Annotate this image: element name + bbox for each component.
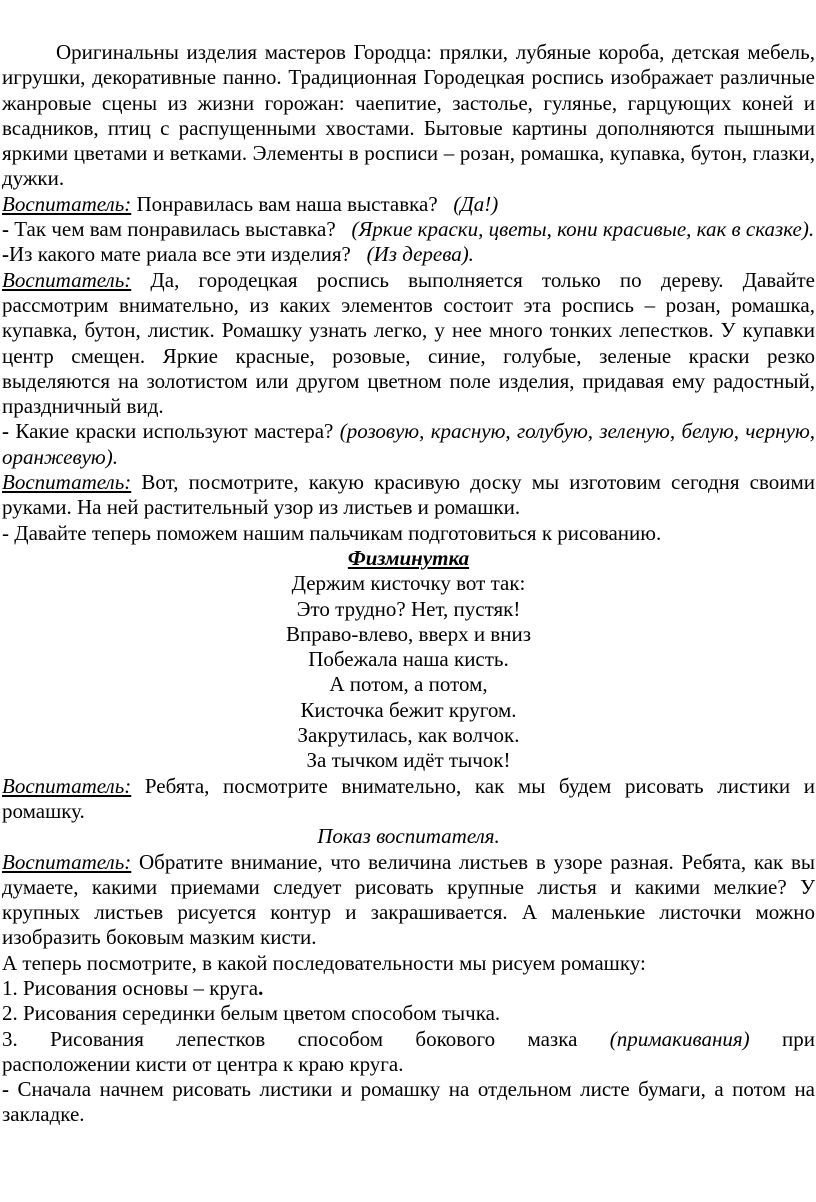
poem-line: А потом, а потом, — [329, 672, 488, 697]
step-text: 3. Рисования лепестков способом бокового мазка — [2, 1026, 578, 1051]
role-label: Воспитатель: — [2, 267, 132, 292]
step-2: 2. Рисования серединки белым цветом способом тычка. — [2, 1001, 501, 1026]
dialog-text: Ребята, посмотрите внимательно, как мы будем рисовать листики и ромашку. — [2, 773, 816, 823]
dialog-line-8 — [2, 774, 815, 825]
fizminutka-title — [2, 546, 815, 571]
dialog-line-5 — [2, 419, 815, 470]
role-label: Воспитатель: — [2, 849, 132, 874]
final-text: Сначала начнем рисовать листики и ромашку на отдельном листе бумаги, а потом на закладке. — [2, 1077, 815, 1127]
poem-line: Держим кисточку вот так: — [291, 571, 526, 596]
poem-line: Закрутилась, как волчок. — [297, 723, 520, 748]
dialog-line-4 — [2, 268, 815, 420]
role-label: Воспитатель: — [2, 191, 132, 216]
poem-line: Побежала наша кисть. — [308, 647, 509, 672]
role-label: Воспитатель: — [2, 470, 132, 495]
poem-line: Это трудно? Нет, пустяк! — [296, 596, 521, 621]
dialog-line-1 — [2, 192, 815, 217]
dialog-text: Обратите внимание, что величина листьев в узоре разная. Ребята, как вы думаете, какими приемами следует рисовать крупные листья и какими мелкие? У крупных листьев рисуется контур и закрашивается. А маленькие листочки можно изобразить боковым мазким кисти. — [2, 849, 816, 950]
step-3-line-1 — [2, 1027, 815, 1052]
dialog-text: Вот, посмотрите, какую красивую доску мы изготовим сегодня своими руками. На ней растительный узор из листьев и ромашки. — [2, 470, 815, 520]
step-tail: при — [782, 1026, 815, 1051]
dialog-line-3 — [2, 242, 815, 267]
answer-text: (розовую, красную, голубую, зеленую, белую, черную, оранжевую). — [2, 419, 816, 469]
dash-mark: - — [2, 419, 9, 444]
dialog-text: Понравилась вам наша выставка? — [136, 191, 438, 216]
demonstration-note: Показ воспитателя. — [317, 824, 500, 849]
final-line — [2, 1077, 815, 1128]
intro-paragraph: Оригинальны изделия мастеров Городца: прялки, лубяные короба, детская мебель, игрушки, декоративные панно. Традиционная Городецкая роспись изображает различные жанровые сцены из жизни горожан: чаепитие, застолье, гулянье, гарцующих коней и всадников, птиц с распущенными хвостами. Бытовые картины дополняются пышными яркими цветами и ветками. Элементы в росписи – розан, ромашка, купавка, бутон, глазки, дужки. — [2, 40, 815, 191]
dialog-line-7: - Давайте теперь поможем нашим пальчикам подготовиться к рисованию. — [2, 520, 662, 545]
dialog-text: Так чем вам понравилась выставка? — [14, 217, 336, 242]
step-dot: . — [258, 975, 264, 1000]
dialog-text: Да, городецкая роспись выполняется только по дереву. Давайте рассмотрим внимательно, из каких элементов состоит эта роспись – розан, ромашка, купавка, бутон, листик. Ромашку узнать легко, у нее много тонких лепестков. У купавки центр смещен. Яркие красные, розовые, синие, голубые, зеленые краски резко выделяются на золотистом или другом цветном поле изделия, придавая ему радостный, праздничный вид. — [2, 267, 815, 419]
step-1 — [2, 976, 815, 1001]
step-text: 1. Рисования основы – круга — [2, 975, 259, 1000]
dialog-line-9 — [2, 850, 815, 951]
poem-line: Кисточка бежит кругом. — [300, 697, 517, 722]
answer-text: (Из дерева). — [366, 242, 474, 267]
step-3-line-2: расположении кисти от центра к краю круга. — [2, 1051, 404, 1076]
poem-line: За тычком идёт тычок! — [306, 748, 511, 773]
step-italic: (примакивания) — [609, 1026, 750, 1051]
dialog-line-6 — [2, 470, 815, 521]
sequence-intro: А теперь посмотрите, в какой последовательности мы рисуем ромашку: — [2, 950, 646, 975]
dash-mark: - — [2, 242, 9, 267]
dash-mark: - — [2, 217, 9, 242]
dialog-line-2 — [2, 217, 815, 242]
answer-text: (Яркие краски, цветы, кони красивые, как в сказке). — [351, 217, 815, 242]
section-heading: Физминутка — [347, 545, 470, 570]
role-label: Воспитатель: — [2, 773, 132, 798]
dialog-text: Какие краски используют мастера? — [15, 419, 334, 444]
dialog-text: Из какого мате риала все эти изделия? — [9, 242, 351, 267]
dash-mark: - — [2, 1077, 9, 1102]
poem-line: Вправо-влево, вверх и вниз — [286, 621, 531, 646]
answer-text: (Да!) — [453, 191, 499, 216]
